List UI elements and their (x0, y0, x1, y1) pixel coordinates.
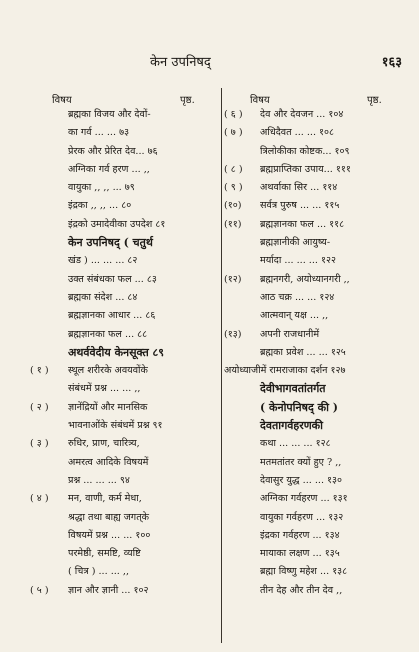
toc-entry (30, 454, 220, 472)
toc-entry (30, 124, 220, 142)
entry-text: ब्रह्मका प्रवेश ... ... १२५ (260, 346, 346, 358)
entry-text: खंड ) ... ... ... ८२ (68, 255, 138, 267)
entry-text: श्रद्धा तथा बाह्य जगत्‌के (68, 511, 150, 523)
entry-text: उक्त संबंधका फल ... ८३ (68, 273, 157, 285)
toc-entry (30, 289, 220, 307)
toc-entry (224, 563, 412, 581)
toc-entry (224, 582, 412, 600)
entry-text: देवासुर युद्ध ... ... १३० (260, 474, 343, 486)
entry-text: ब्रह्मनगरी, अयोध्यानगरी ,, (260, 273, 350, 285)
entry-number: ( ३ ) (30, 438, 49, 450)
right-column-subject-heading: विषय (250, 95, 270, 106)
entry-text: ब्रह्मप्राप्तिका उपाय... १११ (260, 163, 351, 175)
section-heading: अथर्ववेदीय केनसूक्त ८९ (68, 345, 164, 359)
entry-text: अग्निका गर्वहरण ... १३१ (260, 493, 348, 505)
entry-text: मन, वाणी, कर्म मेधा, (68, 493, 142, 505)
entry-text: प्रेरक और प्रेरित देव... ७६ (68, 145, 158, 157)
section-heading: ( केनोपनिषद् की ) (260, 400, 338, 414)
entry-text: ज्ञानेंद्रियों और मानसिक (68, 401, 148, 413)
entry-text: अथर्वाका सिर ... ११४ (260, 182, 338, 194)
entry-text: अमरत्व आदिके विषयमें (68, 456, 149, 468)
entry-text: मर्यादा ... ... ... १२२ (260, 255, 336, 267)
toc-entry (30, 399, 220, 417)
entry-text: देव और देवजन ... १०४ (260, 109, 344, 120)
toc-entry (30, 417, 220, 435)
entry-number: (१२) (224, 273, 242, 285)
entry-text: अग्निका गर्व हरण ... ,, (68, 163, 150, 175)
entry-text: ब्रह्मका विजय और देवों- (68, 109, 151, 120)
entry-text: इंद्रका गर्वहरण ... १३४ (260, 529, 340, 541)
left-column-page-heading: पृष्ठ. (180, 95, 195, 106)
entry-number: (११) (224, 218, 242, 230)
toc-entry (30, 435, 220, 453)
entry-text: ब्रह्मा विष्णु महेश ... १३८ (260, 566, 348, 578)
entry-text: कथा ... ... ... १२८ (260, 438, 331, 450)
entry-text: तीन देह और तीन देव ,, (260, 584, 343, 596)
toc-entry (224, 435, 412, 453)
toc-entry (224, 326, 412, 344)
toc-entry (30, 197, 220, 215)
right-column-page-heading: पृष्ठ. (367, 95, 382, 106)
toc-entry (30, 179, 220, 197)
entry-text: आत्मवान् यक्ष ... ,, (260, 310, 329, 322)
entry-text: विषयमें प्रश्न ... ... १०० (68, 529, 151, 541)
toc-entry (30, 362, 220, 380)
toc-entry (224, 417, 412, 435)
toc-entry (30, 380, 220, 398)
toc-entry (224, 197, 412, 215)
entry-text: ज्ञान और ज्ञानी ... १०२ (68, 584, 149, 596)
entry-number: ( ४ ) (30, 493, 49, 505)
entry-text: वायुका गर्वहरण ... १३२ (260, 511, 344, 523)
entry-text: सर्वत्र पुरुष ... ... ११५ (260, 200, 340, 212)
entry-text: वायुका ,, ,, ... ७९ (68, 182, 135, 194)
toc-entry (224, 362, 412, 380)
toc-entry (224, 106, 412, 124)
entry-text: का गर्व ... ... ७३ (68, 127, 130, 139)
toc-entry (224, 545, 412, 563)
entry-text: स्थूल शरीरके अवयवोंके (68, 365, 148, 377)
toc-entry (30, 161, 220, 179)
toc-entry (30, 490, 220, 508)
toc-entry (224, 216, 412, 234)
toc-entry (224, 380, 412, 398)
entry-text: ब्रह्मज्ञानका फल ... ११८ (260, 218, 345, 230)
entry-text: परमेष्ठी, समष्टि, व्यष्टि (68, 548, 141, 560)
toc-entry (224, 509, 412, 527)
entry-text: त्रिलोकीका कोष्टक... १०९ (260, 145, 350, 157)
section-heading: देवीभागवतांतर्गत (260, 382, 326, 396)
left-column-entries (30, 106, 220, 600)
entry-text: अधिदैवत ... ... १०८ (260, 127, 335, 139)
entry-number: (१३) (224, 328, 242, 340)
section-heading: देवतागर्वहरणकी (260, 419, 323, 433)
toc-entry (224, 179, 412, 197)
entry-number: ( ८ ) (224, 163, 243, 175)
entry-number: ( ९ ) (224, 182, 243, 194)
toc-entry (30, 472, 220, 490)
entry-text: अपनी राजधानीमें (260, 328, 320, 340)
entry-number: ( ५ ) (30, 584, 49, 596)
entry-text: ( चित्र ) ... ... ,, (68, 566, 130, 578)
toc-entry (30, 271, 220, 289)
toc-entry (30, 509, 220, 527)
toc-entry (30, 326, 220, 344)
entry-number: ( १ ) (30, 365, 49, 377)
column-divider (221, 88, 222, 643)
toc-entry (224, 472, 412, 490)
toc-entry (224, 344, 412, 362)
entry-text: ब्रह्मका संदेश ... ८४ (68, 291, 138, 303)
toc-entry (224, 124, 412, 142)
toc-entry (224, 161, 412, 179)
toc-entry (30, 563, 220, 581)
page-title: केन उपनिषद् (150, 55, 211, 70)
entry-text: आठ चक्र ... ... १२४ (260, 291, 335, 303)
entry-text: रुधिर, प्राण, चारित्र्य, (68, 438, 140, 450)
entry-text: संबंधमें प्रश्न ... ... ,, (68, 383, 141, 395)
toc-entry (30, 582, 220, 600)
toc-entry (30, 143, 220, 161)
toc-entry (224, 454, 412, 472)
toc-entry (224, 399, 412, 417)
entry-text: ब्रह्मज्ञानीकी आयुष्य- (260, 237, 331, 249)
entry-text: भावनाओंके संबंधमें प्रश्न ९१ (68, 420, 163, 432)
entry-text: इंद्रको उमादेवीका उपदेश ८१ (68, 218, 166, 230)
toc-entry (30, 545, 220, 563)
entry-text: इंद्रका ,, ,, ... ८० (68, 200, 132, 212)
entry-text: ब्रह्मज्ञानका फल ... ८८ (68, 328, 148, 340)
entry-number: ( ६ ) (224, 109, 243, 120)
toc-entry (224, 490, 412, 508)
toc-entry (30, 527, 220, 545)
entry-text: मायाका लक्षण ... १३५ (260, 548, 340, 560)
entry-text: प्रश्न ... ... ... ९४ (68, 474, 130, 486)
toc-entry (30, 216, 220, 234)
toc-entry (224, 289, 412, 307)
toc-entry (30, 234, 220, 252)
entry-number: ( २ ) (30, 401, 49, 413)
entry-number: ( ७ ) (224, 127, 243, 139)
toc-entry (224, 252, 412, 270)
section-heading: केन उपनिषद् ( चतुर्थ (68, 236, 153, 250)
right-column-entries (224, 106, 412, 600)
toc-entry (30, 106, 220, 124)
left-column-subject-heading: विषय (52, 95, 72, 106)
entry-text: मतमतांतर क्यों हुए ? ,, (260, 456, 342, 468)
page-number: १६३ (381, 55, 402, 70)
entry-text: अयोध्याजीमें रामराजाका दर्शन १२७ (224, 365, 346, 377)
entry-number: (१०) (224, 200, 242, 212)
entry-text: ब्रह्मज्ञानका आधार ... ८६ (68, 310, 156, 322)
toc-entry (224, 234, 412, 252)
toc-entry (224, 271, 412, 289)
toc-entry (224, 307, 412, 325)
toc-entry (30, 307, 220, 325)
toc-entry (30, 344, 220, 362)
toc-entry (224, 527, 412, 545)
toc-entry (224, 143, 412, 161)
toc-entry (30, 252, 220, 270)
